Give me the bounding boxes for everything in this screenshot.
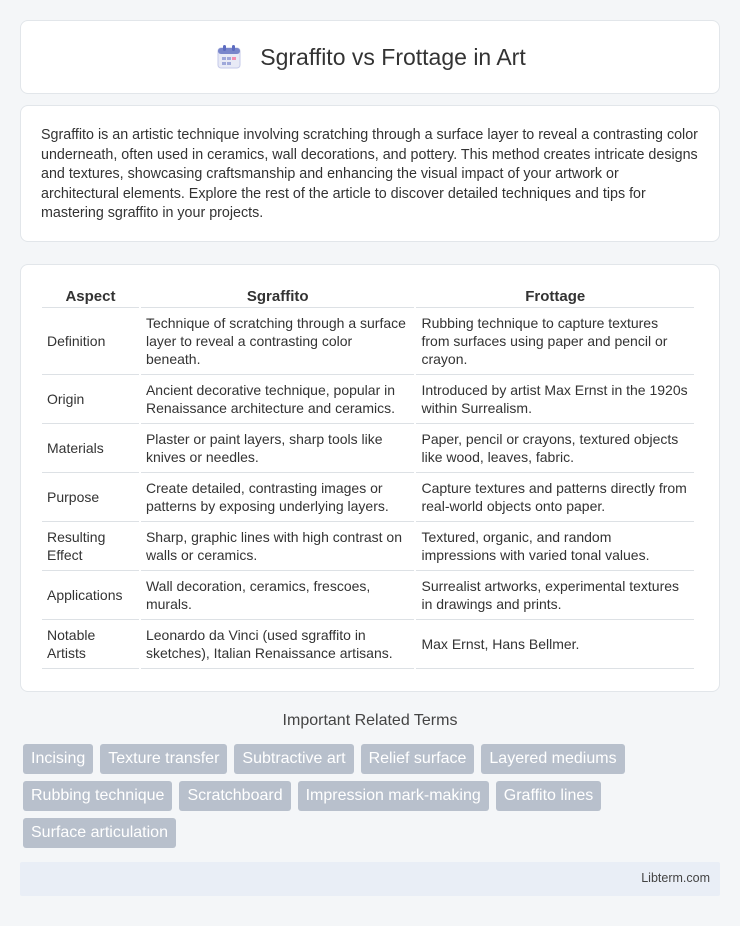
cell-aspect: Materials xyxy=(42,424,139,473)
tag-graffito-lines[interactable]: Graffito lines xyxy=(496,781,602,811)
intro-card xyxy=(20,105,720,242)
cell-frottage: Rubbing technique to capture textures from surfaces using paper and pencil or crayon. xyxy=(416,308,694,375)
tag-incising[interactable]: Incising xyxy=(23,744,93,774)
cell-frottage: Introduced by artist Max Ernst in the 1920s within Surrealism. xyxy=(416,375,694,424)
calendar-icon xyxy=(214,42,244,72)
cell-frottage: Paper, pencil or crayons, textured objects like wood, leaves, fabric. xyxy=(416,424,694,473)
related-terms-list xyxy=(23,744,723,848)
cell-sgraffito: Create detailed, contrasting images or patterns by exposing underlying layers. xyxy=(141,473,415,522)
cell-aspect: Notable Artists xyxy=(42,620,139,669)
table-header-row xyxy=(42,287,694,308)
tag-scratchboard[interactable]: Scratchboard xyxy=(179,781,290,811)
tag-rubbing-technique[interactable]: Rubbing technique xyxy=(23,781,172,811)
cell-sgraffito: Technique of scratching through a surface layer to reveal a contrasting color beneath. xyxy=(141,308,415,375)
tag-impression-mark-making[interactable]: Impression mark-making xyxy=(298,781,489,811)
tag-relief-surface[interactable]: Relief surface xyxy=(361,744,475,774)
cell-sgraffito: Plaster or paint layers, sharp tools like knives or needles. xyxy=(141,424,415,473)
table-row xyxy=(42,473,694,522)
table-row xyxy=(42,571,694,620)
tag-subtractive-art[interactable]: Subtractive art xyxy=(234,744,353,774)
cell-aspect: Purpose xyxy=(42,473,139,522)
title-wrap xyxy=(214,42,525,72)
cell-frottage: Capture textures and patterns directly from real-world objects onto paper. xyxy=(416,473,694,522)
tag-layered-mediums[interactable]: Layered mediums xyxy=(481,744,624,774)
cell-aspect: Resulting Effect xyxy=(42,522,139,571)
table-row xyxy=(42,522,694,571)
cell-aspect: Applications xyxy=(42,571,139,620)
cell-frottage: Textured, organic, and random impressions with varied tonal values. xyxy=(416,522,694,571)
cell-frottage: Max Ernst, Hans Bellmer. xyxy=(416,620,694,669)
page-title: Sgraffito vs Frottage in Art xyxy=(260,43,526,70)
header-aspect: Aspect xyxy=(42,287,139,308)
footer xyxy=(20,862,720,896)
comparison-table-card xyxy=(20,264,720,692)
cell-aspect: Origin xyxy=(42,375,139,424)
tag-surface-articulation[interactable]: Surface articulation xyxy=(23,818,176,848)
comparison-table xyxy=(40,287,696,669)
cell-frottage: Surrealist artworks, experimental textures in drawings and prints. xyxy=(416,571,694,620)
table-row xyxy=(42,424,694,473)
header-card xyxy=(20,20,720,94)
header-frottage: Frottage xyxy=(416,287,694,308)
cell-aspect: Definition xyxy=(42,308,139,375)
header-sgraffito: Sgraffito xyxy=(141,287,415,308)
cell-sgraffito: Wall decoration, ceramics, frescoes, murals. xyxy=(141,571,415,620)
intro-text: Sgraffito is an artistic technique involving scratching through a surface layer to reveal a contrasting color underneath, often used in ceramics, wall decorations, and pottery. This method creates intricate designs and textures, showcasing craftsmanship and enhancing the visual impact of your artwork or architectural elements. Explore the rest of the article to discover detailed techniques and tips for mastering sgraffito in your projects. xyxy=(41,127,698,221)
cell-sgraffito: Leonardo da Vinci (used sgraffito in sketches), Italian Renaissance artisans. xyxy=(141,620,415,669)
cell-sgraffito: Ancient decorative technique, popular in Renaissance architecture and ceramics. xyxy=(141,375,415,424)
table-row xyxy=(42,375,694,424)
footer-site-link[interactable]: Libterm.com xyxy=(641,871,710,885)
cell-sgraffito: Sharp, graphic lines with high contrast on walls or ceramics. xyxy=(141,522,415,571)
table-row xyxy=(42,308,694,375)
table-row xyxy=(42,620,694,669)
tag-texture-transfer[interactable]: Texture transfer xyxy=(100,744,227,774)
related-terms-title: Important Related Terms xyxy=(282,712,458,729)
